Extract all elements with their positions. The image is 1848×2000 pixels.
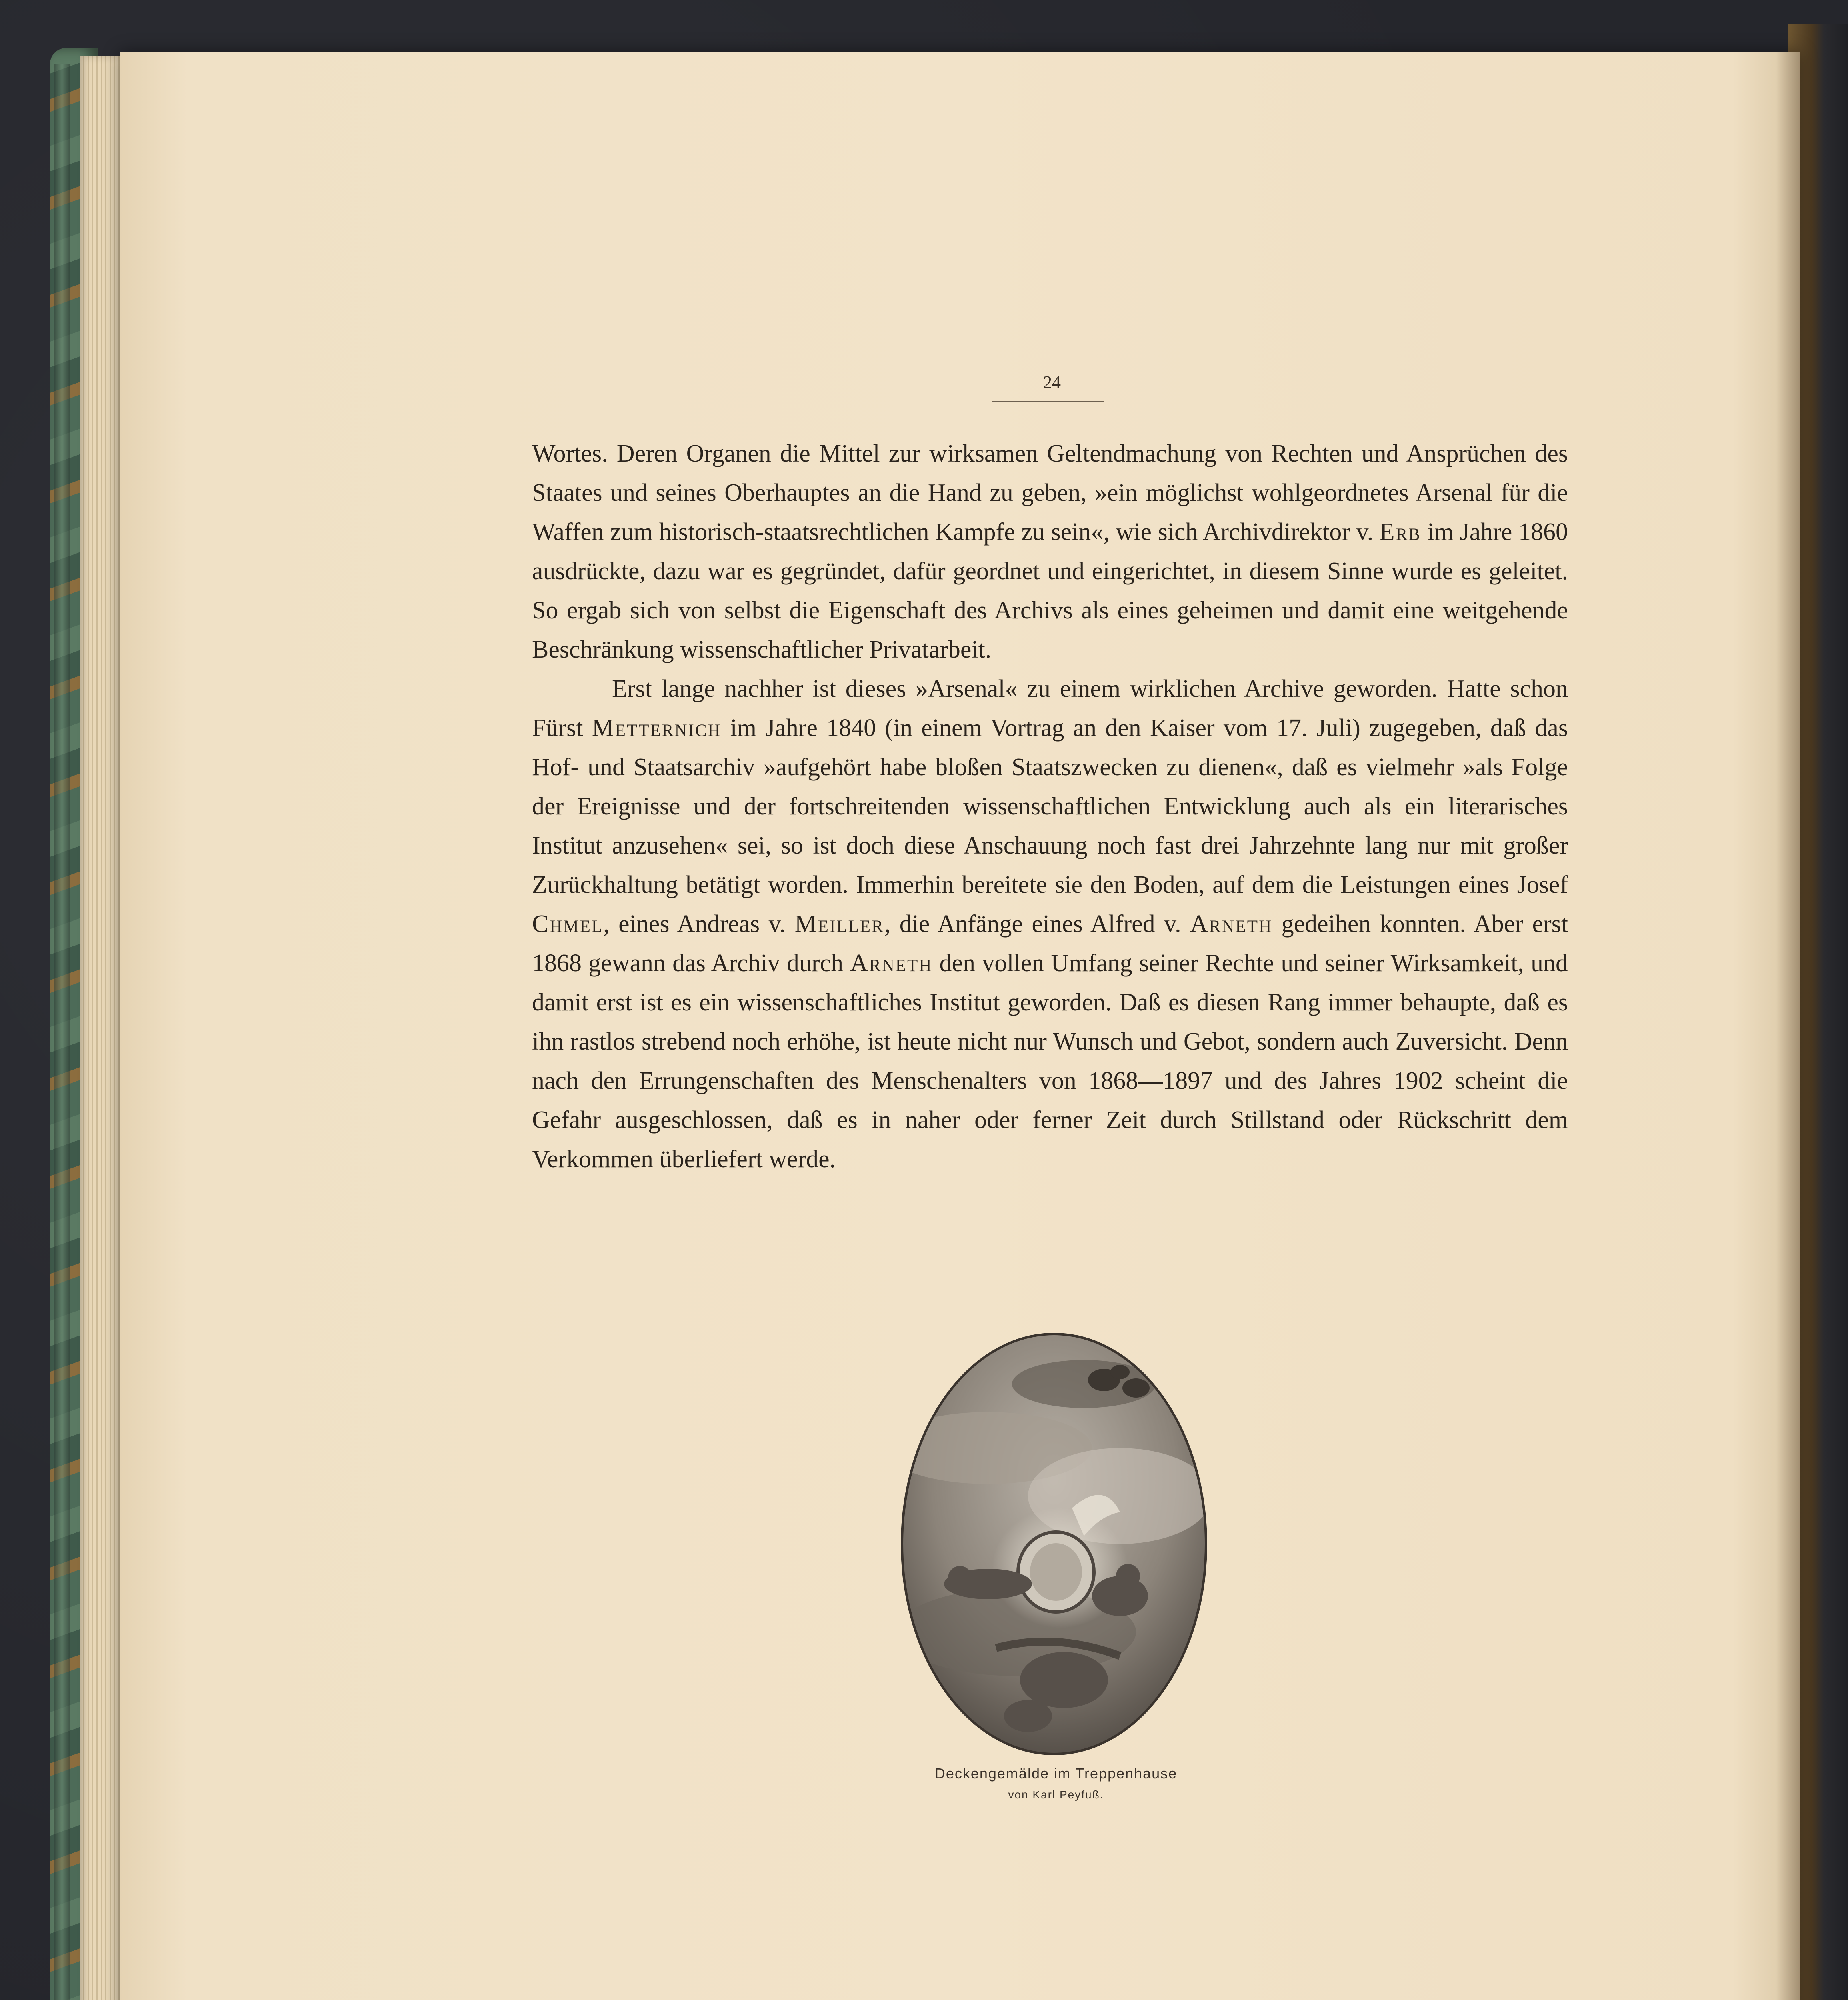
page-stack-edges bbox=[80, 56, 124, 2000]
text-run: , die Anfänge eines Alfred v. bbox=[884, 910, 1190, 938]
text-run: im Jahre 1860 ausdrückte, dazu war es gegründet, dafür geordnet und eingerichtet, in diesem Sinne wurde es geleitet. So ergab sich von selbst die Eigenschaft des Archivs als eines geheimen und damit eine weitgehende Beschränkung wissenschaftlicher Privatarbeit. bbox=[532, 518, 1568, 663]
gutter-shadow bbox=[1776, 52, 1800, 2000]
paragraph bbox=[532, 434, 1568, 669]
binding-spine bbox=[54, 64, 70, 2000]
illustration-caption bbox=[832, 1762, 1280, 1804]
caption-title: Deckengemälde im Treppenhause bbox=[934, 1765, 1178, 1782]
person-name: Arneth bbox=[850, 950, 933, 977]
paragraph bbox=[532, 669, 1568, 1179]
person-name: Chmel bbox=[532, 910, 604, 938]
text-run: gedeihen konnten. Aber erst 1868 gewann das Archiv durch bbox=[532, 910, 1568, 977]
text-run: den vollen Umfang seiner Rechte und seiner Wirksamkeit, und damit erst ist es ein wissenschaftliches Institut geworden. Daß es diesen Rang immer behaupte, daß es ihn rastlos strebend noch erhöhe, ist heute nicht nur Wunsch und Gebot, sondern auch Zuversicht. Denn nach den Errungenschaften des Menschenalters von 1868—1897 und des Jahres 1902 scheint die Gefahr ausgeschlossen, daß es in naher oder ferner Zeit durch Stillstand oder Rückschritt dem Verkommen überliefert werde. bbox=[532, 950, 1568, 1173]
caption-artist: von Karl Peyfuß. bbox=[1008, 1788, 1104, 1801]
text-run: , eines Andreas v. bbox=[603, 910, 795, 938]
text-run: Wortes. Deren Organen die Mittel zur wirksamen Geltendmachung von Rechten und Ansprüchen des Staates und seines Oberhauptes an die Hand zu geben, »ein möglichst wohlgeordnetes Arsenal für die Waffen zum historisch-staatsrechtlichen Kampfe zu sein«, wie sich Archivdirektor v. bbox=[532, 440, 1568, 546]
person-name: Meiller bbox=[794, 910, 884, 938]
text-run: im Jahre 1840 (in einem Vortrag an den Kaiser vom 17. Juli) zugegeben, daß das Hof- und Staatsarchiv »aufgehört habe bloßen Staatszwecken zu dienen«, daß es vielmehr »als Folge der Ereignisse und der fortschreitenden wissenschaftlichen Entwicklung auch als ein literarisches Institut anzusehen« sei, so ist doch diese Anschauung noch fast drei Jahrzehnte lang nur mit großer Zurückhaltung betätigt worden. Immerhin bereitete sie den Boden, auf dem die Leistungen eines Josef bbox=[532, 714, 1568, 898]
person-name: Metternich bbox=[592, 714, 722, 742]
text-run: Erst lange nachher ist dieses »Arsenal« zu einem wirklichen Archive geworden. Hatte schon Fürst bbox=[532, 675, 1568, 742]
person-name: Erb bbox=[1379, 518, 1421, 546]
ceiling-painting-vignette bbox=[896, 1328, 1212, 1760]
page-number-rule bbox=[992, 401, 1104, 402]
person-name: Arneth bbox=[1190, 910, 1273, 938]
page-number: 24 bbox=[1043, 372, 1061, 392]
body-text bbox=[532, 434, 1568, 1179]
